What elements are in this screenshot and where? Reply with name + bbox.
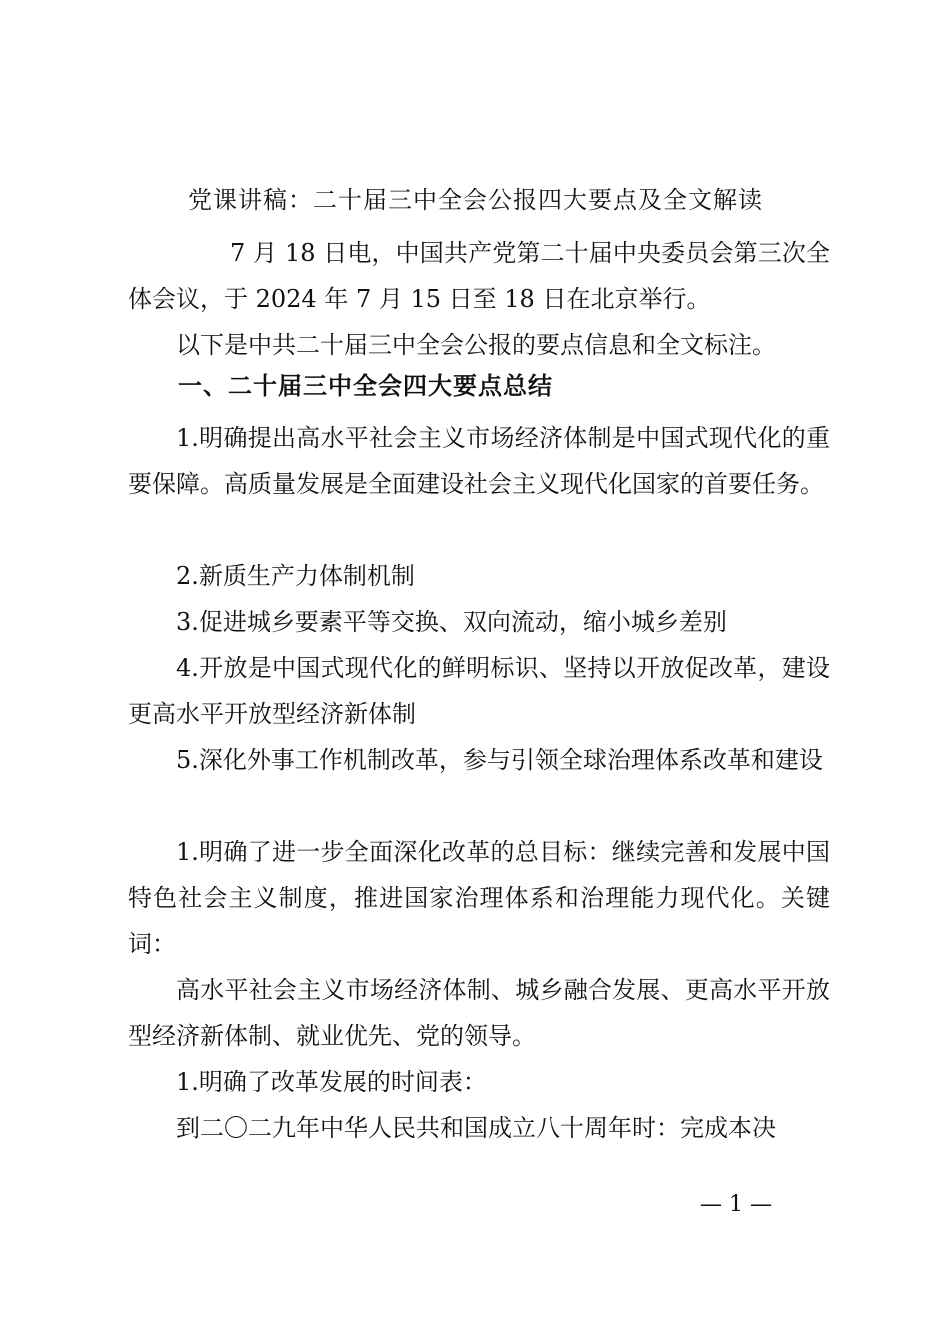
section-heading: 一、二十届三中全会四大要点总结 xyxy=(178,372,553,400)
lead-paragraph: 以下是中共二十届三中全会公报的要点信息和全文标注。 xyxy=(176,331,776,359)
timeline-heading: 1.明确了改革发展的时间表： xyxy=(176,1068,487,1096)
timeline-paragraph: 到二〇二九年中华人民共和国成立八十周年时：完成本决 xyxy=(176,1114,776,1142)
point-5: 5.深化外事工作机制改革，参与引领全球治理体系改革和建设 xyxy=(176,746,823,774)
point-3: 3.促进城乡要素平等交换、双向流动，缩小城乡差别 xyxy=(176,608,727,636)
point-1: 1.明确提出高水平社会主义市场经济体制是中国式现代化的重要保障。高质量发展是全面建设社会主义现代化国家的首要任务。 xyxy=(128,424,830,498)
point-2: 2.新质生产力体制机制 xyxy=(176,562,415,590)
keywords-paragraph: 高水平社会主义市场经济体制、城乡融合发展、更高水平开放型经济新体制、就业优先、党的领导。 xyxy=(128,976,830,1050)
page-number: — 1 — xyxy=(700,1192,772,1217)
point-4: 4.开放是中国式现代化的鲜明标识、坚持以开放促改革，建设更高水平开放型经济新体制 xyxy=(128,654,830,728)
document-title: 党课讲稿：二十届三中全会公报四大要点及全文解读 xyxy=(188,186,763,214)
goal-paragraph: 1.明确了进一步全面深化改革的总目标：继续完善和发展中国特色社会主义制度，推进国家治理体系和治理能力现代化。关键词： xyxy=(128,838,830,958)
intro-paragraph: 7 月 18 日电，中国共产党第二十届中央委员会第三次全体会议，于 2024 年 7 月 15 日至 18 日在北京举行。 xyxy=(128,239,830,313)
